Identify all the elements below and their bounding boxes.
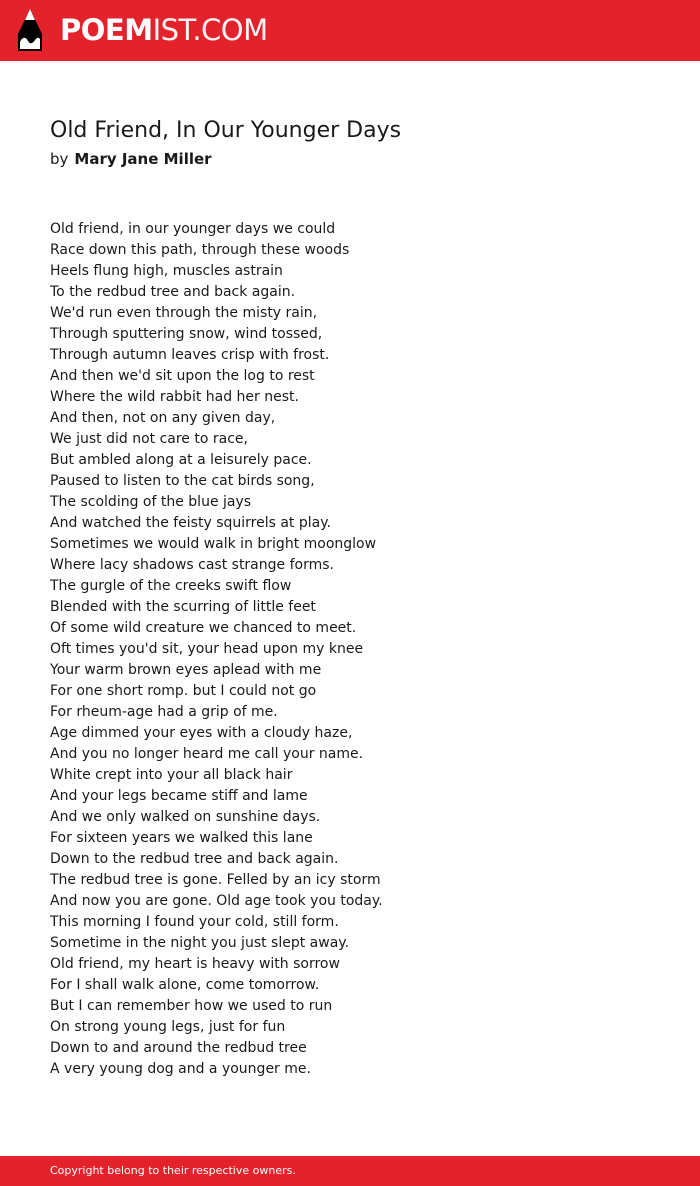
poem-line: The gurgle of the creeks swift flow — [50, 578, 292, 594]
poem-line: And then we'd sit upon the log to rest — [50, 368, 315, 384]
copyright-notice: Copyright belong to their respective owners. — [50, 1164, 296, 1177]
poem-line: And then, not on any given day, — [50, 410, 276, 426]
poem-line: Race down this path, through these woods — [50, 242, 350, 258]
author-name: Mary Jane Miller — [74, 150, 212, 168]
poem-line: Oft times you'd sit, your head upon my knee — [50, 641, 364, 657]
site-name-bold: POEM — [60, 13, 153, 47]
poem-line: A very young dog and a younger me. — [50, 1061, 311, 1077]
poem-line: Of some wild creature we chanced to meet. — [50, 620, 357, 636]
by-label: by — [50, 150, 69, 168]
poem-line: And watched the feisty squirrels at play. — [50, 515, 331, 531]
poem-line: Down to the redbud tree and back again. — [50, 851, 339, 867]
poem-line: For sixteen years we walked this lane — [50, 830, 313, 846]
poem-line: Heels flung high, muscles astrain — [50, 263, 283, 279]
poem-line: We'd run even through the misty rain, — [50, 305, 318, 321]
poem-line: Through autumn leaves crisp with frost. — [50, 347, 330, 363]
poem-line: Age dimmed your eyes with a cloudy haze, — [50, 725, 353, 741]
pencil-icon — [16, 8, 44, 52]
poem-body — [50, 219, 383, 1080]
poem-line: On strong young legs, just for fun — [50, 1019, 286, 1035]
poem-line: Where the wild rabbit had her nest. — [50, 389, 299, 405]
poem-line: Sometime in the night you just slept away. — [50, 935, 350, 951]
poem-line: Old friend, my heart is heavy with sorrow — [50, 956, 340, 972]
poem-line: For I shall walk alone, come tomorrow. — [50, 977, 320, 993]
poem-line: For one short romp. but I could not go — [50, 683, 317, 699]
poem-line: For rheum-age had a grip of me. — [50, 704, 278, 720]
poem-line: And your legs became stiff and lame — [50, 788, 308, 804]
poem-line: The scolding of the blue jays — [50, 494, 252, 510]
poem-line: The redbud tree is gone. Felled by an icy storm — [50, 872, 381, 888]
poem-line: And you no longer heard me call your name. — [50, 746, 364, 762]
byline — [50, 148, 212, 170]
poem-line: Sometimes we would walk in bright moonglow — [50, 536, 377, 552]
site-name — [60, 8, 268, 52]
poem-line: Old friend, in our younger days we could — [50, 221, 336, 237]
site-footer — [0, 1156, 700, 1186]
poem-line: We just did not care to race, — [50, 431, 248, 447]
poem-line: Down to and around the redbud tree — [50, 1040, 307, 1056]
poem-line: But I can remember how we used to run — [50, 998, 333, 1014]
poem-line: Blended with the scurring of little feet — [50, 599, 316, 615]
poem-title: Old Friend, In Our Younger Days — [50, 118, 402, 143]
poem-line: But ambled along at a leisurely pace. — [50, 452, 312, 468]
site-name-light: IST.COM — [152, 13, 268, 47]
poem-line: Where lacy shadows cast strange forms. — [50, 557, 334, 573]
poem-line: White crept into your all black hair — [50, 767, 293, 783]
site-logo[interactable] — [16, 8, 268, 52]
poem-line: And now you are gone. Old age took you today. — [50, 893, 383, 909]
poem-line: Through sputtering snow, wind tossed, — [50, 326, 323, 342]
poem-line: And we only walked on sunshine days. — [50, 809, 321, 825]
poem-line: To the redbud tree and back again. — [50, 284, 296, 300]
poem-line: Paused to listen to the cat birds song, — [50, 473, 315, 489]
poem-line: This morning I found your cold, still form. — [50, 914, 339, 930]
site-header — [0, 0, 700, 61]
poem-line: Your warm brown eyes aplead with me — [50, 662, 322, 678]
